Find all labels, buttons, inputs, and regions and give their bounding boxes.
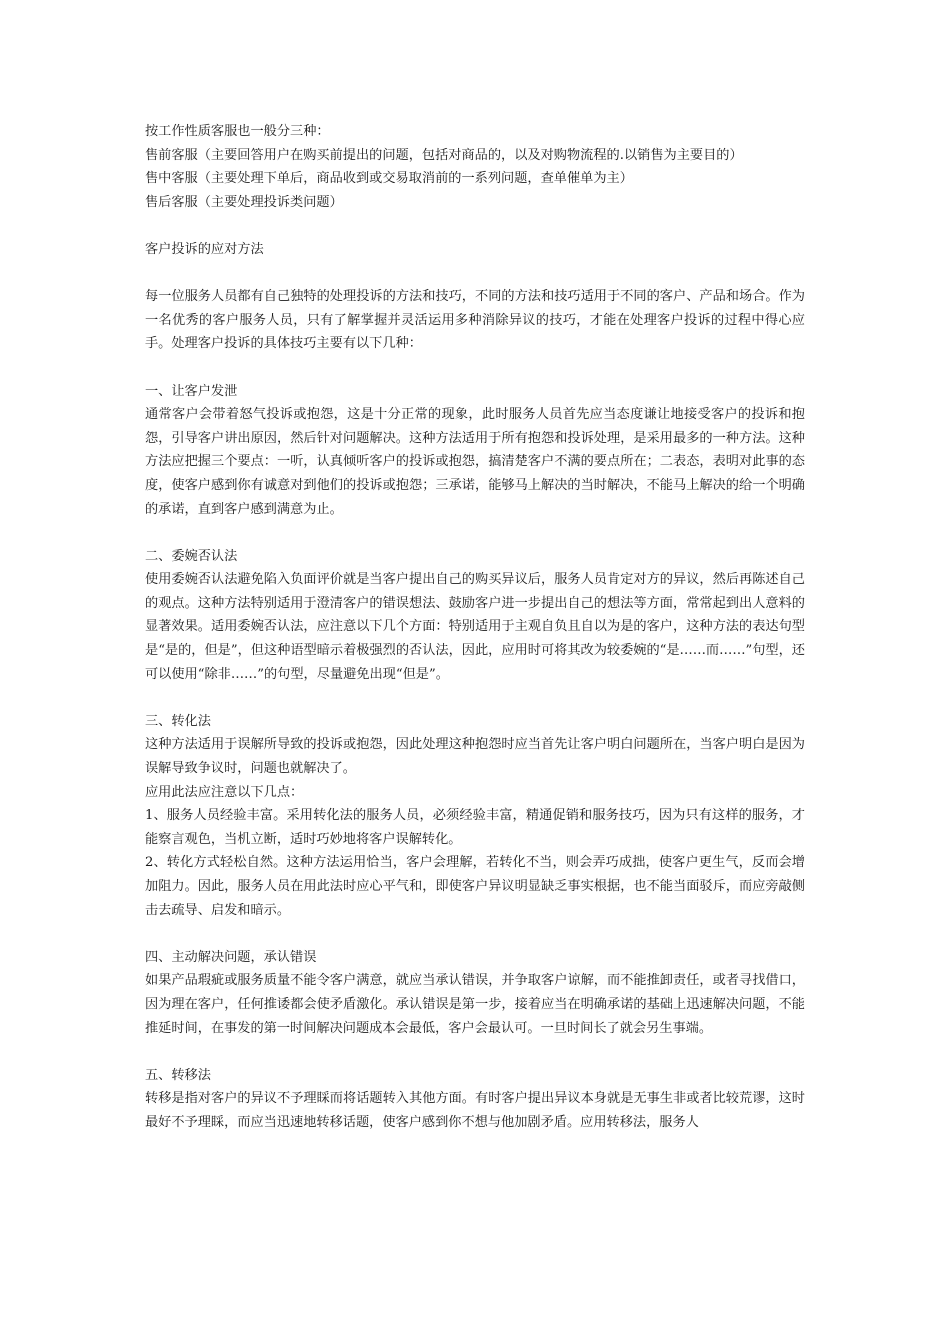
- section-title: 五、转移法: [145, 1067, 211, 1083]
- intro-line: 售中客服（主要处理下单后，商品收到或交易取消前的一系列问题，查单催单为主）: [145, 171, 633, 187]
- section-point: 1、服务人员经验丰富。采用转化法的服务人员，必须经验丰富，精通促销和服务技巧，因为只有这样的服务，才能察言观色，当机立断，适时巧妙地将客户误解转化。: [145, 808, 805, 847]
- section-body: 如果产品瑕疵或服务质量不能令客户满意，就应当承认错误，并争取客户谅解，而不能推卸责任，或者寻找借口，因为理在客户，任何推诿都会使矛盾激化。承认错误是第一步，接着应当在明确承诺的基础上迅速解决问题，不能推延时间，在事发的第一时间解决问题成本会最低，客户会最认可。一旦时间长了就会另生事端。: [145, 973, 805, 1036]
- blank-line: [145, 686, 805, 710]
- section-title: 二、委婉否认法: [145, 548, 238, 564]
- overview-paragraph: 每一位服务人员都有自己独特的处理投诉的方法和技巧，不同的方法和技巧适用于不同的客户、产品和场合。作为一名优秀的客户服务人员，只有了解掌握并灵活运用多种消除异议的技巧，才能在处理客户投诉的过程中得心应手。处理客户投诉的具体技巧主要有以下几种：: [145, 289, 805, 352]
- section-body: 使用委婉否认法避免陷入负面评价就是当客户提出自己的购买异议后，服务人员肯定对方的异议，然后再陈述自己的观点。这种方法特别适用于澄清客户的错误想法、鼓励客户进一步提出自己的想法等方面，常常起到出人意料的显著效果。适用委婉否认法，应注意以下几个方面：特别适用于主观自负且自以为是的客户，这种方法的表达句型是“是的，但是”，但这种语型暗示着极强烈的否认法，因此，应用时可将其改为较委婉的“是……而……”句型，还可以使用“除非……”的句型，尽量避免出现“但是”。: [145, 572, 805, 682]
- section-title: 四、主动解决问题，承认错误: [145, 949, 317, 965]
- section-body: 这种方法适用于误解所导致的投诉或抱怨，因此处理这种抱怨时应当首先让客户明白问题所在，当客户明白是因为误解导致争议时，问题也就解决了。: [145, 737, 805, 777]
- section-body: 转移是指对客户的异议不予理睬而将话题转入其他方面。有时客户提出异议本身就是无事生非或者比较荒谬，这时最好不予理睬，而应当迅速地转移话题，使客户感到你不想与他加剧矛盾。应用转移法，服务人: [145, 1091, 805, 1130]
- section-note: 应用此法应注意以下几点：: [145, 784, 304, 800]
- blank-line: [145, 521, 805, 545]
- blank-line: [145, 922, 805, 946]
- intro-line: 售后客服（主要处理投诉类问题）: [145, 194, 343, 210]
- section-title: 一、让客户发泄: [145, 383, 238, 399]
- intro-line: 售前客服（主要回答用户在购买前提出的问题，包括对商品的，以及对购物流程的.以销售为主要目的）: [145, 147, 743, 163]
- intro-line: 按工作性质客服也一般分三种：: [145, 124, 330, 139]
- section-title: 三、转化法: [145, 713, 211, 729]
- blank-line: [145, 214, 805, 238]
- section-heading: 客户投诉的应对方法: [145, 241, 264, 257]
- blank-line: [145, 1040, 805, 1064]
- document-page: [145, 120, 805, 1135]
- blank-line: [145, 262, 805, 286]
- blank-line: [145, 356, 805, 380]
- section-body: 通常客户会带着怒气投诉或抱怨，这是十分正常的现象，此时服务人员首先应当态度谦让地接受客户的投诉和抱怨，引导客户讲出原因，然后针对问题解决。这种方法适用于所有抱怨和投诉处理，是采用最多的一种方法。这种方法应把握三个要点：一听，认真倾听客户的投诉或抱怨，搞清楚客户不满的要点所在；二表态，表明对此事的态度，使客户感到你有诚意对到他们的投诉或抱怨；三承诺，能够马上解决的当时解决，不能马上解决的给一个明确的承诺，直到客户感到满意为止。: [145, 407, 805, 517]
- section-point: 2、转化方式轻松自然。这种方法运用恰当，客户会理解，若转化不当，则会弄巧成拙，使客户更生气，反而会增加阻力。因此，服务人员在用此法时应心平气和，即使客户异议明显缺乏事实根据，也不能当面驳斥，而应旁敲侧击去疏导、启发和暗示。: [145, 855, 805, 918]
